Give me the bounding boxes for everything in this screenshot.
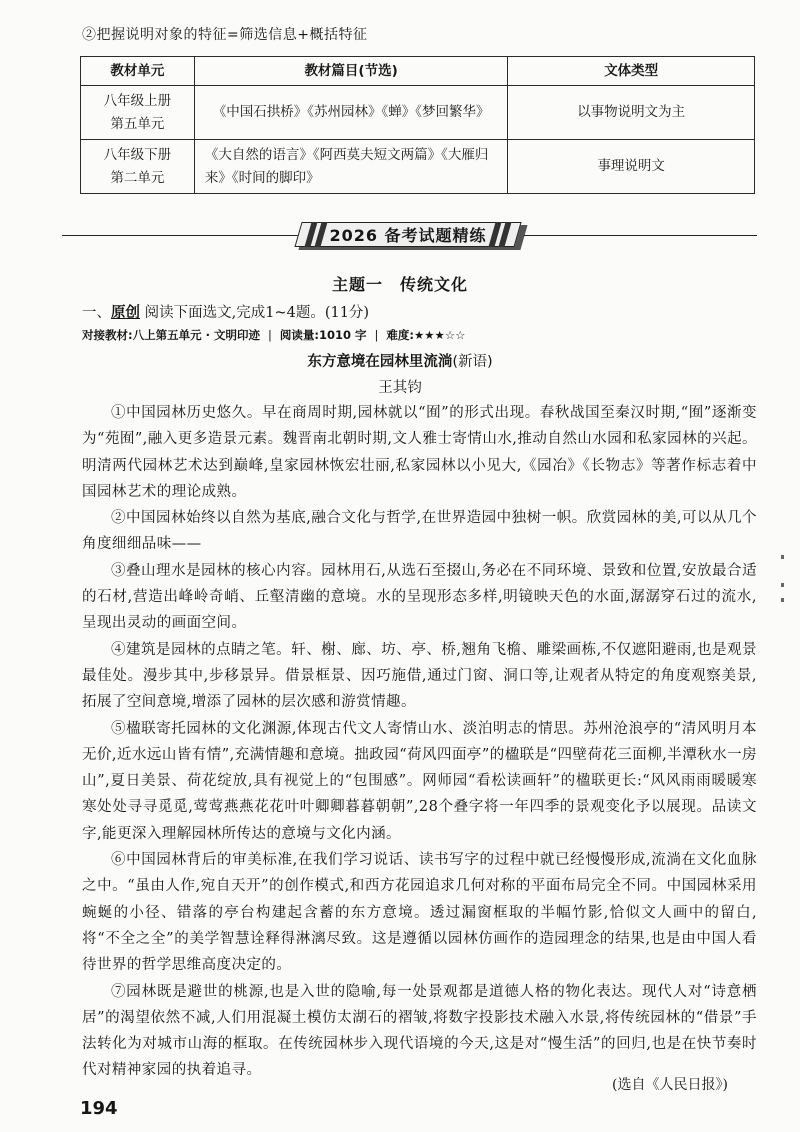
banner-badge [298, 222, 524, 250]
article-title-text: 东方意境在园林里流淌 [307, 354, 453, 370]
difficulty-rating: 难度:★★★☆☆ [386, 328, 466, 342]
theme-title: 主题一 传统文化 [331, 275, 468, 294]
paragraph-7: ⑦园林既是避世的桃源,也是入世的隐喻,每一处景观都是道德人格的物化表达。现代人对“诗意栖居”的渴望依然不减,人们用混凝土模仿太湖石的褶皱,将数字投影技术融入水景,将传统园林的“借景”手法转化为对城市山海的框取。在传统园林步入现代语境的今天,这是对“慢生活”的回归,也是在快节奏时代对精神家园的执着追寻。 [82, 983, 757, 1079]
unit-table [80, 56, 755, 194]
table-header-row [81, 57, 755, 86]
article-title-note: (新语) [452, 354, 493, 370]
page-number: 194 [80, 1098, 118, 1119]
banner-rule-left [62, 235, 298, 236]
top-note: ②把握说明对象的特征=筛选信息+概括特征 [82, 27, 368, 43]
article-author: 王其钧 [378, 380, 422, 396]
margin-mark-decoration [781, 583, 784, 587]
textbook-link: 对接教材:八上第五单元 · 文明印迹 [82, 328, 260, 342]
paragraph-3: ③叠山理水是园林的核心内容。园林用石,从选石至掇山,务必在不同环境、景致和位置,安放最合适的石材,营造出峰岭奇峭、丘壑清幽的意境。水的呈现形态多样,明镜映天色的水面,潺潺穿石过的流水,呈现出灵动的画面空间。 [82, 562, 757, 632]
table-row [81, 86, 755, 140]
paragraph-1: ①中国园林历史悠久。早在商周时期,园林就以“囿”的形式出现。春秋战国至秦汉时期,“囿”逐渐变为“苑囿”,融入更多造景元素。魏晋南北朝时期,文人雅士寄情山水,推动自然山水园和私家园林的兴起。明清两代园林艺术达到巅峰,皇家园林恢宏壮丽,私家园林以小见大,《园冶》《长物志》等著作标志着中国园林艺术的理论成熟。 [82, 405, 757, 500]
question-prefix: 一、 [82, 305, 111, 321]
banner-title: 2026 备考试题精练 [329, 226, 487, 245]
question-intro [82, 301, 369, 322]
article-body [82, 400, 757, 1084]
paragraph-5: ⑤楹联寄托园林的文化渊源,体现古代文人寄情山水、淡泊明志的情思。苏州沧浪亭的“清风明月本无价,近水远山皆有情”,充满情趣和意境。拙政园“荷风四面亭”的楹联是“四壁荷花三面柳,半潭秋水一房山”,夏日美景、荷花绽放,具有视觉上的“包围感”。网师园“看松读画轩”的楹联更长:“风风雨雨暖暖寒寒处处寻寻觅觅,莺莺燕燕花花叶叶卿卿暮暮朝朝”,28个叠字将一年四季的景观变化予以展现。品读文字,能更深入理解园林所传达的意境与文化内涵。 [82, 720, 757, 842]
cell-texts: 《中国石拱桥》《苏州园林》《蝉》《梦回繁华》 [194, 86, 508, 140]
header-unit: 教材单元 [81, 57, 195, 86]
section-banner [62, 222, 757, 250]
banner-rule-right [524, 235, 757, 236]
meta-separator: | [267, 328, 272, 342]
margin-mark-decoration [781, 555, 784, 559]
cell-genre: 事理说明文 [508, 140, 755, 194]
cell-texts: 《大自然的语言》《阿西莫夫短文两篇》《大雁归来》《时间的脚印》 [194, 140, 508, 194]
original-tag: 原创 [111, 305, 140, 321]
table-row [81, 140, 755, 194]
meta-separator: | [374, 328, 379, 342]
paragraph-4: ④建筑是园林的点睛之笔。轩、榭、廊、坊、亭、桥,翘角飞檐、雕梁画栋,不仅遮阳避雨,也是观景最佳处。漫步其中,步移景异。借景框景、因巧施借,通过门窗、洞口等,让观者从特定的角度观察美景,拓展了空间意境,增添了园林的层次感和游赏情趣。 [82, 641, 757, 711]
cell-genre: 以事物说明文为主 [508, 86, 755, 140]
cell-unit: 八年级下册 第二单元 [81, 140, 195, 194]
margin-mark-decoration [781, 598, 784, 602]
article-title [0, 350, 800, 371]
paragraph-6: ⑥中国园林背后的审美标准,在我们学习说话、读书写字的过程中就已经慢慢形成,流淌在文化血脉之中。“虽由人作,宛自天开”的创作模式,和西方花园追求几何对称的平面布局完全不同。中国园林采用蜿蜒的小径、错落的亭台构建起含蓄的东方意境。透过漏窗框取的半幅竹影,恰似文人画中的留白,将“不全之全”的美学智慧诠释得淋漓尽致。这是遵循以园林仿画作的造园理念的结果,也是由中国人看待世界的哲学思维高度决定的。 [82, 852, 757, 974]
reading-count: 阅读量:1010 字 [279, 328, 367, 342]
header-genre: 文体类型 [508, 57, 755, 86]
paragraph-2: ②中国园林始终以自然为基底,融合文化与哲学,在世界造园中独树一帜。欣赏园林的美,可以从几个角度细细品味—— [82, 510, 757, 553]
meta-line [82, 327, 466, 343]
header-texts: 教材篇目(节选) [194, 57, 508, 86]
question-text: 阅读下面选文,完成1~4题。(11分) [144, 305, 370, 321]
cell-unit: 八年级上册 第五单元 [81, 86, 195, 140]
source-citation: (选自《人民日报》) [612, 1077, 728, 1093]
